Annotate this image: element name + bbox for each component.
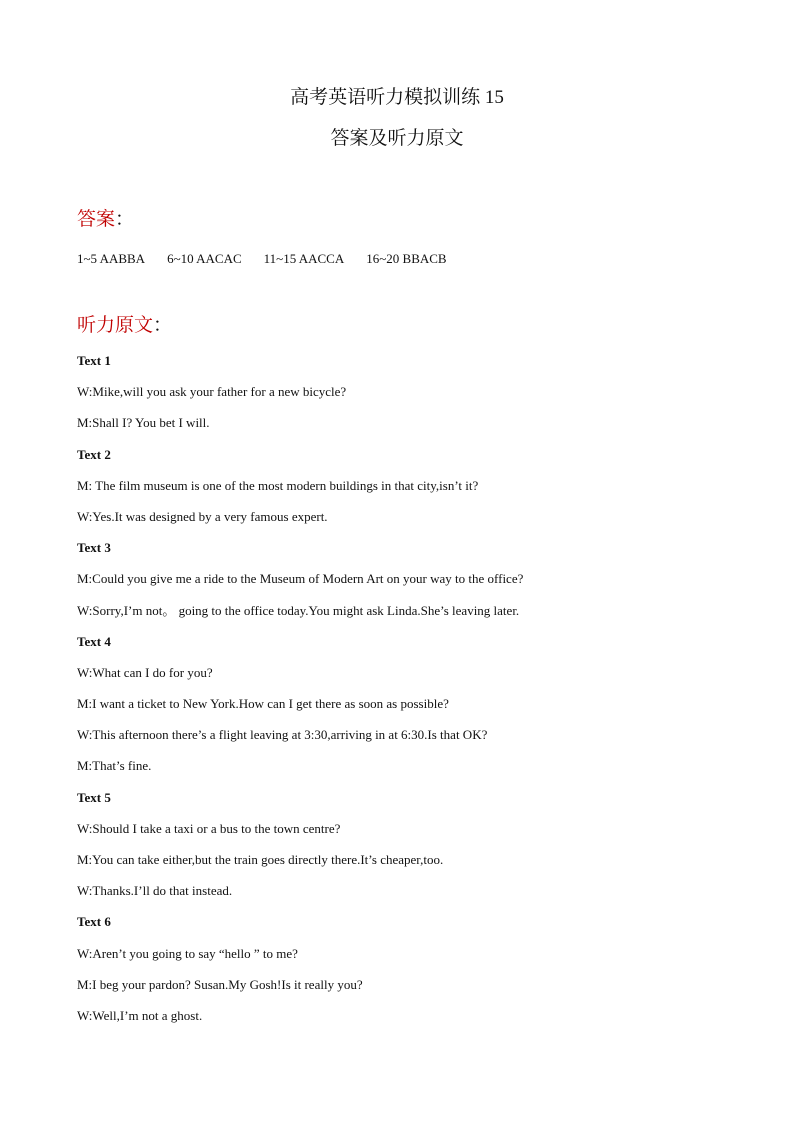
dialogue-line: M:That’s fine.: [77, 758, 152, 774]
dialogue-line: M:I beg your pardon? Susan.My Gosh!Is it really you?: [77, 976, 363, 992]
dialogue-line: W:Sorry,I’m not。 going to the office today.You might ask Linda.She’s leaving later.: [77, 602, 520, 618]
dialogue-line: M:You can take either,but the train goes directly there.It’s cheaper,too.: [77, 852, 444, 867]
dialogue-line: W:Should I take a taxi or a bus to the town centre?: [77, 820, 341, 836]
dialogue-line: W:Well,I’m not a ghost.: [77, 1007, 203, 1023]
answer-group: 6~10 AACAC: [167, 251, 242, 266]
answers-heading-colon: ：: [115, 209, 135, 230]
dialogue-line: M:Could you give me a ride to the Museum of Modern Art on your way to the office?: [77, 571, 524, 587]
text-number-label: Text 4: [77, 633, 111, 649]
dialogue-line: M:Shall I? You bet I will.: [77, 415, 210, 431]
answer-group: 16~20 BBACB: [366, 251, 447, 266]
answer-group: 11~15 AACCA: [263, 251, 345, 266]
answer-group: 1~5 AABBA: [77, 251, 146, 266]
text-number-label: Text 5: [77, 789, 111, 805]
listening-script: [77, 352, 767, 1038]
dialogue-line: W:Mike,will you ask your father for a new bicycle?: [77, 384, 347, 400]
script-heading-colon: ：: [153, 315, 173, 336]
text-number-label: Text 2: [77, 446, 111, 462]
answers-heading-text: 答案: [77, 209, 116, 230]
dialogue-line: W:Thanks.I’ll do that instead.: [77, 883, 233, 899]
answer-key: [77, 250, 469, 268]
document-subtitle: 答案及听力原文: [330, 128, 464, 149]
script-heading-text: 听力原文: [77, 315, 154, 336]
dialogue-line: W:What can I do for you?: [77, 664, 213, 680]
text-number-label: Text 1: [77, 353, 111, 368]
script-heading: [77, 314, 172, 338]
dialogue-line: M:I want a ticket to New York.How can I get there as soon as possible?: [77, 696, 449, 712]
dialogue-line: W:This afternoon there’s a flight leaving at 3:30,arriving in at 6:30.Is that OK?: [77, 727, 488, 743]
dialogue-line: W:Yes.It was designed by a very famous expert.: [77, 508, 328, 524]
dialogue-line: W:Aren’t you going to say “hello ” to me?: [77, 945, 298, 961]
answers-heading: [77, 208, 134, 232]
document-title: 高考英语听力模拟训练 15: [290, 87, 504, 108]
text-number-label: Text 3: [77, 540, 111, 556]
text-number-label: Text 6: [77, 914, 111, 930]
dialogue-line: M: The film museum is one of the most modern buildings in that city,isn’t it?: [77, 477, 479, 493]
